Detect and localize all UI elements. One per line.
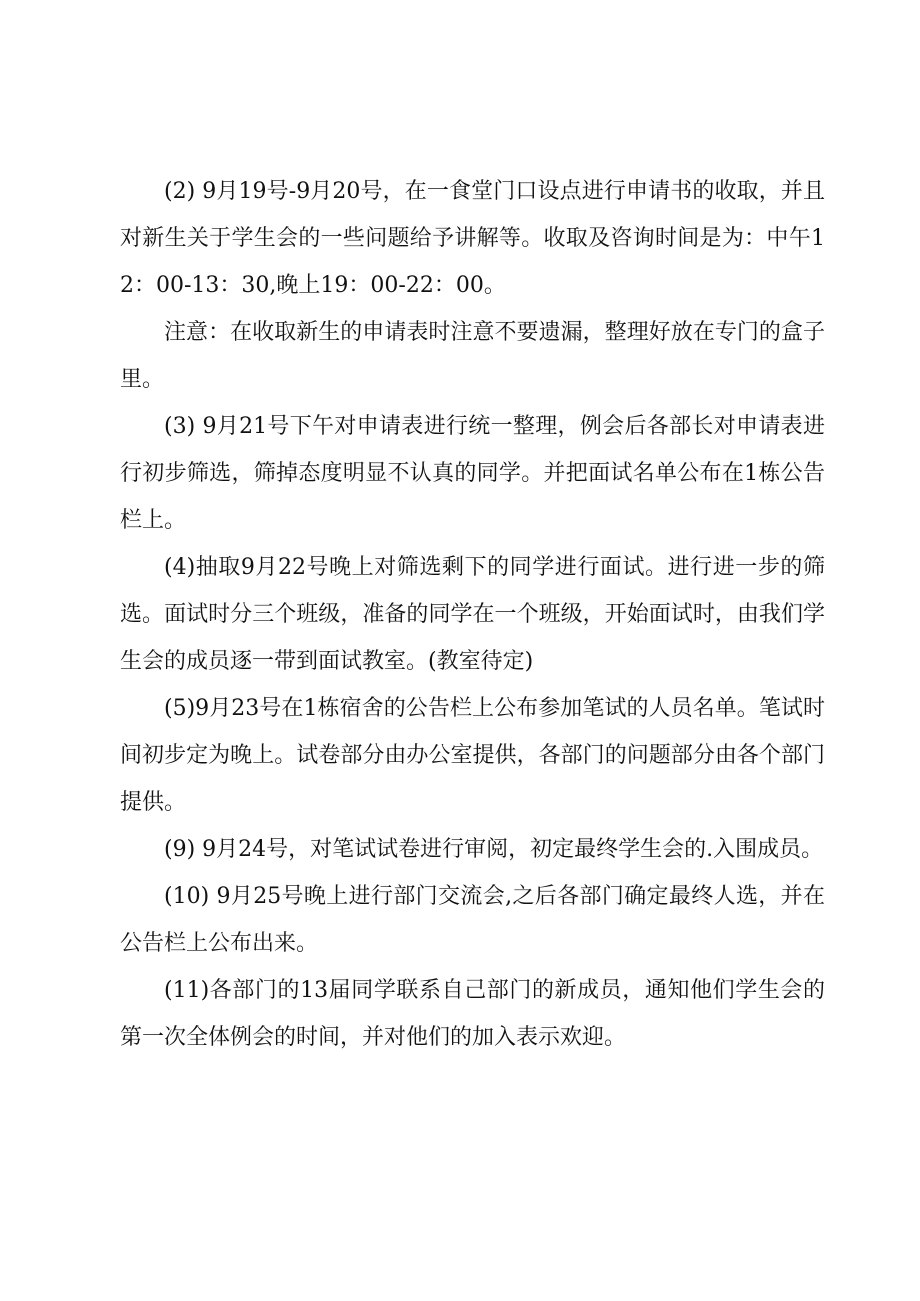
paragraph-step-3: (3) 9月21号下午对申请表进行统一整理，例会后各部长对申请表进行初步筛选，筛掉态度明显不认真的同学。并把面试名单公布在1栋公告栏上。 [120,414,825,533]
document-body [120,168,825,1061]
paragraph-note: 注意：在收取新生的申请表时注意不要遗漏，整理好放在专门的盒子里。 [120,320,825,392]
paragraph-step-9: (9) 9月24号，对笔试试卷进行审阅，初定最终学生会的.入围成员。 [164,837,824,862]
paragraph-step-11: (11)各部门的13届同学联系自己部门的新成员，通知他们学生会的第一次全体例会的时间，并对他们的加入表示欢迎。 [120,978,825,1050]
paragraph-step-4: (4)抽取9月22号晚上对筛选剩下的同学进行面试。进行进一步的筛选。面试时分三个班级，准备的同学在一个班级，开始面试时，由我们学生会的成员逐一带到面试教室。(教室待定) [120,555,825,674]
paragraph-step-5: (5)9月23号在1栋宿舍的公告栏上公布参加笔试的人员名单。笔试时间初步定为晚上。试卷部分由办公室提供，各部门的问题部分由各个部门提供。 [120,696,825,815]
paragraph-step-2: (2) 9月19号-9月20号，在一食堂门口设点进行申请书的收取，并且对新生关于学生会的一些问题给予讲解等。收取及咨询时间是为：中午12：00-13：30,晚上19：00-22：00。 [120,179,825,298]
paragraph-step-10: (10) 9月25号晚上进行部门交流会,之后各部门确定最终人选，并在公告栏上公布出来。 [120,884,825,956]
